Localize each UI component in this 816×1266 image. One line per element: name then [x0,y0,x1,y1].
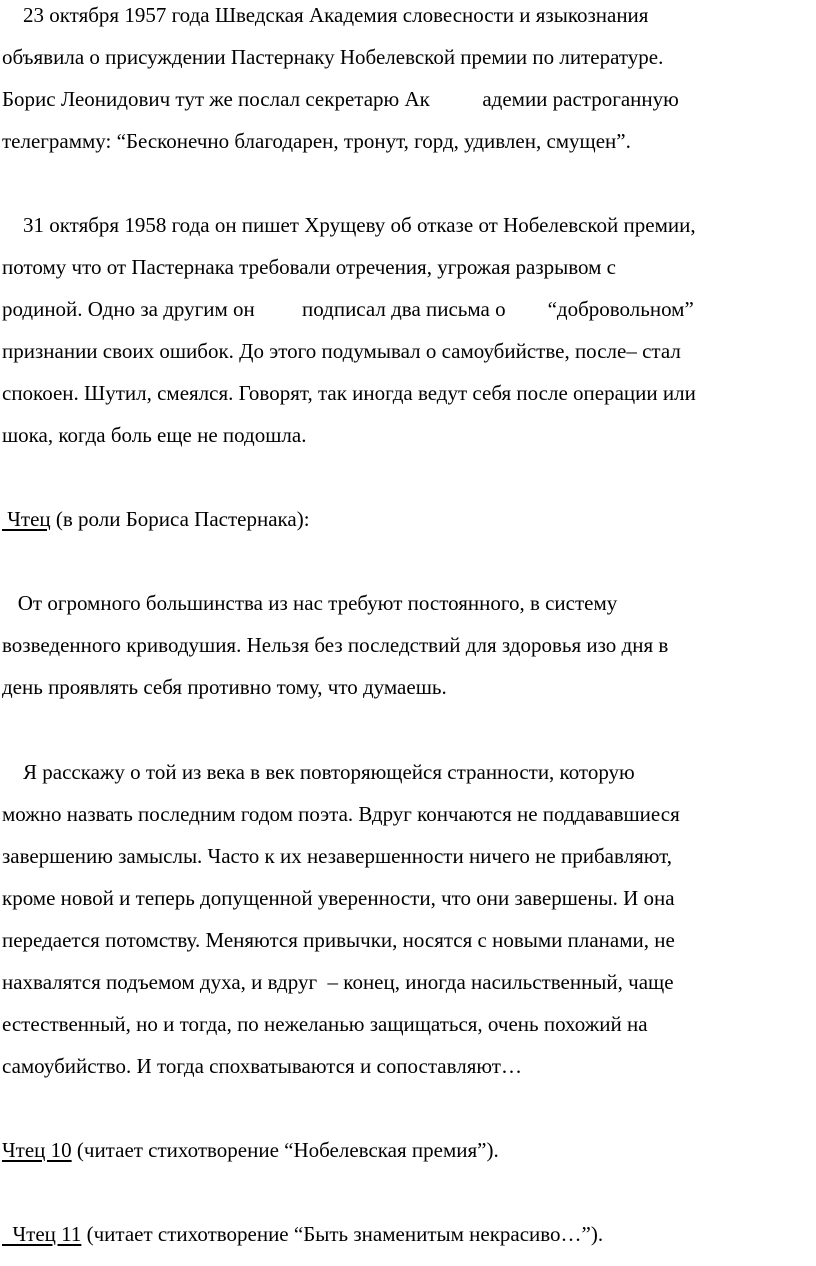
paragraph-3-line-1: От огромного большинства из нас требуют постоянного, в систему [2,591,618,615]
speaker-line-3 [2,1224,603,1245]
paragraph-3-line-2: возведенного криводушия. Нельзя без последствий для здоровья изо дня в [2,633,669,657]
paragraph-1-line-3: Борис Леонидович тут же послал секретарю Ак адемии растроганную [2,87,679,111]
paragraph-4-line-7: естественный, но и тогда, по нежеланью защищаться, очень похожий на [2,1012,648,1036]
speaker-line-1 [2,509,310,530]
paragraph-1-line-2: объявила о присуждении Пастернаку Нобелевской премии по литературе. [2,45,664,69]
paragraph-2-line-3: родиной. Одно за другим он подписал два письма о “добровольном” [2,297,694,321]
speaker-note: (читает стихотворение “Быть знаменитым некрасиво…”). [81,1222,604,1246]
paragraph-2-line-2: потому что от Пастернака требовали отречения, угрожая разрывом с [2,255,616,279]
paragraph-4-line-8: самоубийство. И тогда спохватываются и сопоставляют… [2,1054,522,1078]
paragraph-4-line-3: завершению замыслы. Часто к их незавершенности ничего не прибавляют, [2,844,672,868]
speaker-line-2 [2,1140,499,1161]
paragraph-3-line-3: день проявлять себя противно тому, что думаешь. [2,675,447,699]
speaker-note: (читает стихотворение “Нобелевская премия”). [71,1138,499,1162]
paragraph-4-line-5: передается потомству. Меняются привычки, носятся с новыми планами, не [2,928,675,952]
paragraph-1-line-1: 23 октября 1957 года Шведская Академия словесности и языкознания [2,3,649,27]
paragraph-2-line-5: спокоен. Шутил, смеялся. Говорят, так иногда ведут себя после операции или [2,381,696,405]
paragraph-4-line-1: Я расскажу о той из века в век повторяющейся странности, которую [2,760,635,784]
paragraph-2-line-4: признании своих ошибок. До этого подумывал о самоубийстве, после– стал [2,339,681,363]
paragraph-4-line-4: кроме новой и теперь допущенной уверенности, что они завершены. И она [2,886,675,910]
paragraph-1-line-4: телеграмму: “Бесконечно благодарен, тронут, горд, удивлен, смущен”. [2,129,631,153]
paragraph-4-line-2: можно назвать последним годом поэта. Вдруг кончаются не поддававшиеся [2,802,680,826]
speaker-name: Чтец [2,507,51,531]
speaker-name: Чтец 11 [2,1222,82,1246]
speaker-name: Чтец 10 [2,1138,72,1162]
paragraph-2-line-1: 31 октября 1958 года он пишет Хрущеву об отказе от Нобелевской премии, [2,213,696,237]
paragraph-2-line-6: шока, когда боль еще не подошла. [2,423,307,447]
speaker-note: (в роли Бориса Пастернака): [50,507,310,531]
paragraph-4-line-6: нахвалятся подъемом духа, и вдруг – конец, иногда насильственный, чаще [2,970,674,994]
